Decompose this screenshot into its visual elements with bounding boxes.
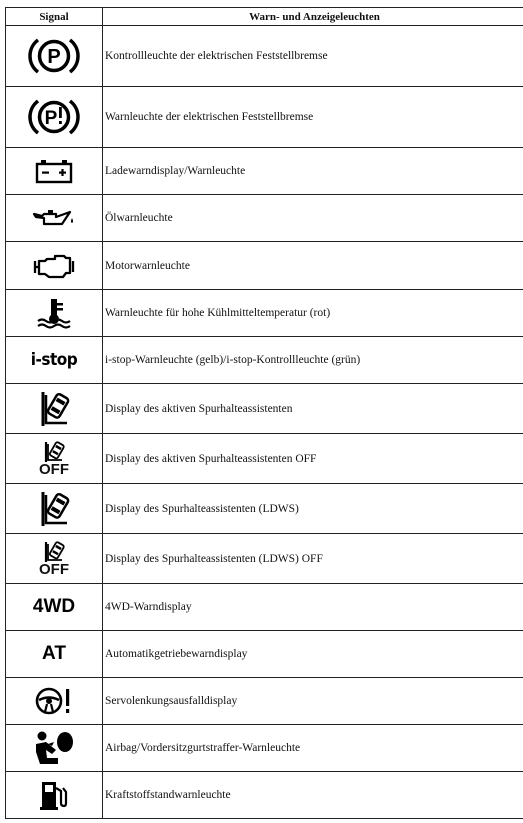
description-cell: Motorwarnleuchte	[103, 242, 523, 290]
svg-text:P: P	[44, 108, 58, 129]
ldws-icon	[34, 489, 74, 529]
signal-cell	[6, 484, 103, 534]
oil-can-icon	[30, 205, 78, 231]
lane-keep-assist-off-icon	[40, 441, 68, 463]
signal-cell	[6, 87, 103, 148]
4wd-icon: 4WD	[32, 596, 76, 617]
signal-cell	[6, 26, 103, 87]
airbag-icon	[32, 730, 76, 766]
off-label: OFF	[39, 561, 69, 578]
description-cell: Kontrollleuchte der elektrischen Feststellbremse	[103, 26, 523, 87]
table-row	[6, 725, 523, 772]
signal-cell	[6, 725, 103, 772]
table-row	[6, 87, 523, 148]
table-row	[6, 434, 523, 484]
engine-icon	[31, 252, 77, 280]
signal-cell	[6, 337, 103, 384]
table-row	[6, 26, 523, 87]
table-row	[6, 195, 523, 242]
table-row	[6, 384, 523, 434]
table-row	[6, 148, 523, 195]
battery-icon	[34, 157, 74, 185]
table-row	[6, 631, 523, 678]
signal-cell	[6, 584, 103, 631]
table-row	[6, 772, 523, 819]
signal-cell	[6, 534, 103, 584]
description-cell: 4WD-Warndisplay	[103, 584, 523, 631]
table-row	[6, 242, 523, 290]
column-header-signal: Signal	[6, 8, 103, 26]
table-row	[6, 678, 523, 725]
signal-cell	[6, 434, 103, 484]
description-cell: Ölwarnleuchte	[103, 195, 523, 242]
column-header-description: Warn- und Anzeigeleuchten	[103, 8, 523, 26]
description-cell: Kraftstoffstandwarnleuchte	[103, 772, 523, 819]
description-cell: Display des aktiven Spurhalteassistenten	[103, 384, 523, 434]
signal-cell	[6, 195, 103, 242]
svg-text:P: P	[47, 46, 61, 68]
ldws-off-icon	[40, 541, 68, 563]
signal-cell	[6, 631, 103, 678]
i-stop-icon: i-stop	[30, 350, 78, 370]
signal-cell	[6, 772, 103, 819]
table-row	[6, 534, 523, 584]
coolant-temperature-icon	[35, 297, 73, 329]
signal-cell	[6, 148, 103, 195]
description-cell: Warnleuchte für hohe Kühlmitteltemperatur (rot)	[103, 290, 523, 337]
description-cell: Ladewarndisplay/Warnleuchte	[103, 148, 523, 195]
at-icon: AT	[42, 643, 66, 664]
description-cell: Servolenkungsausfalldisplay	[103, 678, 523, 725]
signal-cell	[6, 290, 103, 337]
parking-brake-p-icon	[28, 34, 80, 78]
fuel-pump-icon	[37, 779, 71, 811]
parking-brake-warning-icon	[28, 95, 80, 139]
description-cell: Automatikgetriebewarndisplay	[103, 631, 523, 678]
table-row	[6, 337, 523, 384]
table-row	[6, 484, 523, 534]
signal-cell	[6, 384, 103, 434]
description-cell: i-stop-Warnleuchte (gelb)/i-stop-Kontrollleuchte (grün)	[103, 337, 523, 384]
description-cell: Display des Spurhalteassistenten (LDWS) OFF	[103, 534, 523, 584]
description-cell: Airbag/Vordersitzgurtstraffer-Warnleuchte	[103, 725, 523, 772]
warning-lights-table	[5, 7, 523, 819]
signal-cell	[6, 678, 103, 725]
table-header-row	[6, 8, 523, 26]
lane-keep-assist-icon	[34, 389, 74, 429]
table-row	[6, 290, 523, 337]
power-steering-warning-icon	[34, 685, 74, 717]
signal-cell	[6, 242, 103, 290]
table-row	[6, 584, 523, 631]
description-cell: Warnleuchte der elektrischen Feststellbremse	[103, 87, 523, 148]
off-label: OFF	[39, 461, 69, 478]
description-cell: Display des aktiven Spurhalteassistenten OFF	[103, 434, 523, 484]
description-cell: Display des Spurhalteassistenten (LDWS)	[103, 484, 523, 534]
